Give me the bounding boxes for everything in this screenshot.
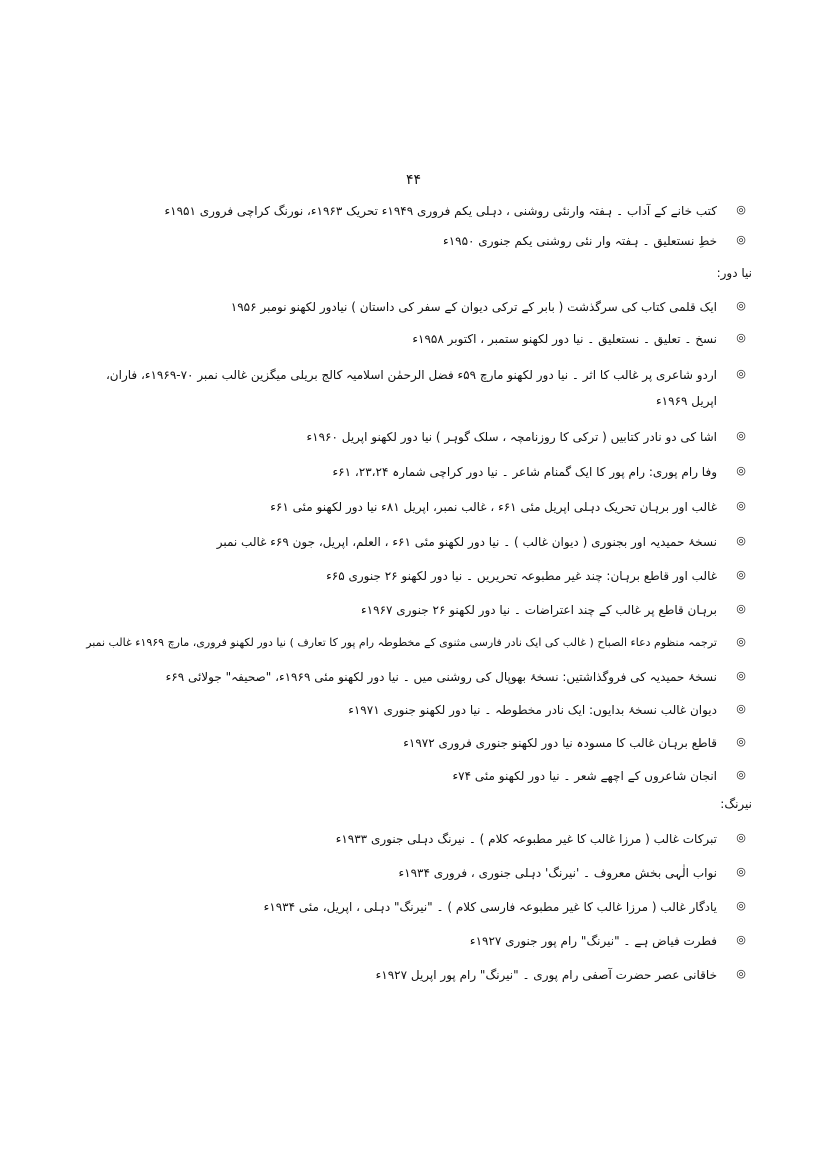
page-number: ۴۴: [405, 172, 422, 188]
list-item: ◎ نسخۂ حمیدیہ اور بجنوری ( دیوان غالب ) ۔ نیا دور لکھنو مئی ۶۱ء ، العلم، اپریل، جون ۶۹ء غالب نمبر: [216, 534, 746, 549]
list-item: ◎ تبرکات غالب ( مرزا غالب کا غیر مطبوعہ کلام ) ۔ نیرنگ دہلی جنوری ۱۹۳۳ء: [335, 831, 746, 846]
list-item: ◎ فطرت فیاض ہے ۔ "نیرنگ" رام پور جنوری ۱۹۲۷ء: [469, 933, 746, 948]
list-item: ◎ نسخۂ حمیدیہ کی فروگذاشتیں: نسخۂ بھوپال کی روشنی میں ۔ نیا دور لکھنو مئی ۱۹۶۹ء، "صحیفہ" جولائی ۶۹ء: [165, 669, 746, 684]
list-item: ◎ اشا کی دو نادر کتابیں ( ترکی کا روزنامچہ ، سلک گوہر ) نیا دور لکھنو اپریل ۱۹۶۰ء: [306, 429, 746, 444]
circled-bullet-icon: ◎: [736, 331, 746, 344]
list-item: ◎ دیوان غالب نسخۂ بدایوں: ایک نادر مخطوطہ ۔ نیا دور لکھنو جنوری ۱۹۷۱ء: [348, 702, 746, 717]
circled-bullet-icon: ◎: [736, 735, 746, 748]
circled-bullet-icon: ◎: [736, 233, 746, 246]
list-item: ◎ قاطع برہان غالب کا مسودہ نیا دور لکھنو جنوری فروری ۱۹۷۲ء: [403, 735, 746, 750]
circled-bullet-icon: ◎: [736, 831, 746, 844]
list-item: ◎ ایک قلمی کتاب کی سرگذشت ( بابر کے ترکی دیوان کے سفر کی داستان ) نیادور لکھنو نومبر ۱۹۵۶: [230, 299, 746, 314]
list-item: ◎ خطِ نستعلیق ۔ ہفتہ وار نئی روشنی یکم جنوری ۱۹۵۰ء: [443, 233, 746, 248]
circled-bullet-icon: ◎: [736, 967, 746, 980]
circled-bullet-icon: ◎: [736, 534, 746, 547]
list-item: ◎ نسخ ۔ تعلیق ۔ نستعلیق ۔ نیا دور لکھنو ستمبر ، اکتوبر ۱۹۵۸ء: [412, 331, 746, 346]
circled-bullet-icon: ◎: [736, 635, 746, 648]
list-item: ◎ کتب خانے کے آداب ۔ ہفتہ وارنئی روشنی ، دہلی یکم فروری ۱۹۴۹ء تحریک ۱۹۶۳ء، نورنگ کراچی فروری ۱۹۵۱ء: [164, 203, 746, 218]
circled-bullet-icon: ◎: [736, 899, 746, 912]
section-heading: نیرنگ:: [720, 797, 752, 811]
circled-bullet-icon: ◎: [736, 669, 746, 682]
circled-bullet-icon: ◎: [736, 464, 746, 477]
list-item: ◎ انجان شاعروں کے اچھے شعر ۔ نیا دور لکھنو مئی ۷۴ء: [452, 768, 746, 783]
circled-bullet-icon: ◎: [736, 568, 746, 581]
section-heading: نیا دور:: [716, 266, 752, 280]
list-item: ◎ نواب الٰہی بخش معروف ۔ 'نیرنگ' دہلی جنوری ، فروری ۱۹۳۴ء: [398, 865, 746, 880]
list-item: ◎ یادگار غالب ( مرزا غالب کا غیر مطبوعہ فارسی کلام ) ۔ "نیرنگ" دہلی ، اپریل، مئی ۱۹۳۴ء: [263, 899, 746, 914]
list-item: ◎ برہان قاطع پر غالب کے چند اعتراضات ۔ نیا دور لکھنو ۲۶ جنوری ۱۹۶۷ء: [361, 602, 746, 617]
circled-bullet-icon: ◎: [736, 299, 746, 312]
list-item: ◎ غالب اور قاطع برہان: چند غیر مطبوعہ تحریریں ۔ نیا دور لکھنو ۲۶ جنوری ۶۵ء: [326, 568, 746, 583]
list-item: ◎ ترجمہ منظوم دعاء الصباح ( غالب کی ایک نادر فارسی مثنوی کے مخطوطہ رام پور کا تعارف ) نیا دور لکھنو فروری، مارچ ۱۹۶۹ء غالب نمبر: [86, 635, 746, 649]
list-item: ◎ خاقانی عصر حضرت آصفی رام پوری ۔ "نیرنگ" رام پور اپریل ۱۹۲۷ء: [375, 967, 746, 982]
circled-bullet-icon: ◎: [736, 933, 746, 946]
list-item: ◎ وفا رام پوری: رام پور کا ایک گمنام شاعر ۔ نیا دور کراچی شمارہ ۲۳،۲۴، ۶۱ء: [332, 464, 746, 479]
circled-bullet-icon: ◎: [736, 203, 746, 216]
circled-bullet-icon: ◎: [736, 602, 746, 615]
circled-bullet-icon: ◎: [736, 429, 746, 442]
circled-bullet-icon: ◎: [736, 367, 746, 380]
list-item: ◎ اردو شاعری پر غالب کا اثر ۔ نیا دور لکھنو مارچ ۵۹ء فضل الرحمٰن اسلامیہ کالج بریلی میگزین غالب نمبر ۷۰-۱۹۶۹ء، فاران،: [105, 367, 746, 382]
circled-bullet-icon: ◎: [736, 865, 746, 878]
list-item: ◎ غالب اور برہان تحریک دہلی اپریل مئی ۶۱ء ، غالب نمبر، اپریل ۸۱ء نیا دور لکھنو مئی ۶۱ء: [270, 499, 746, 514]
list-item-continuation: اپریل ۱۹۶۹ء: [656, 394, 717, 408]
circled-bullet-icon: ◎: [736, 702, 746, 715]
circled-bullet-icon: ◎: [736, 768, 746, 781]
circled-bullet-icon: ◎: [736, 499, 746, 512]
